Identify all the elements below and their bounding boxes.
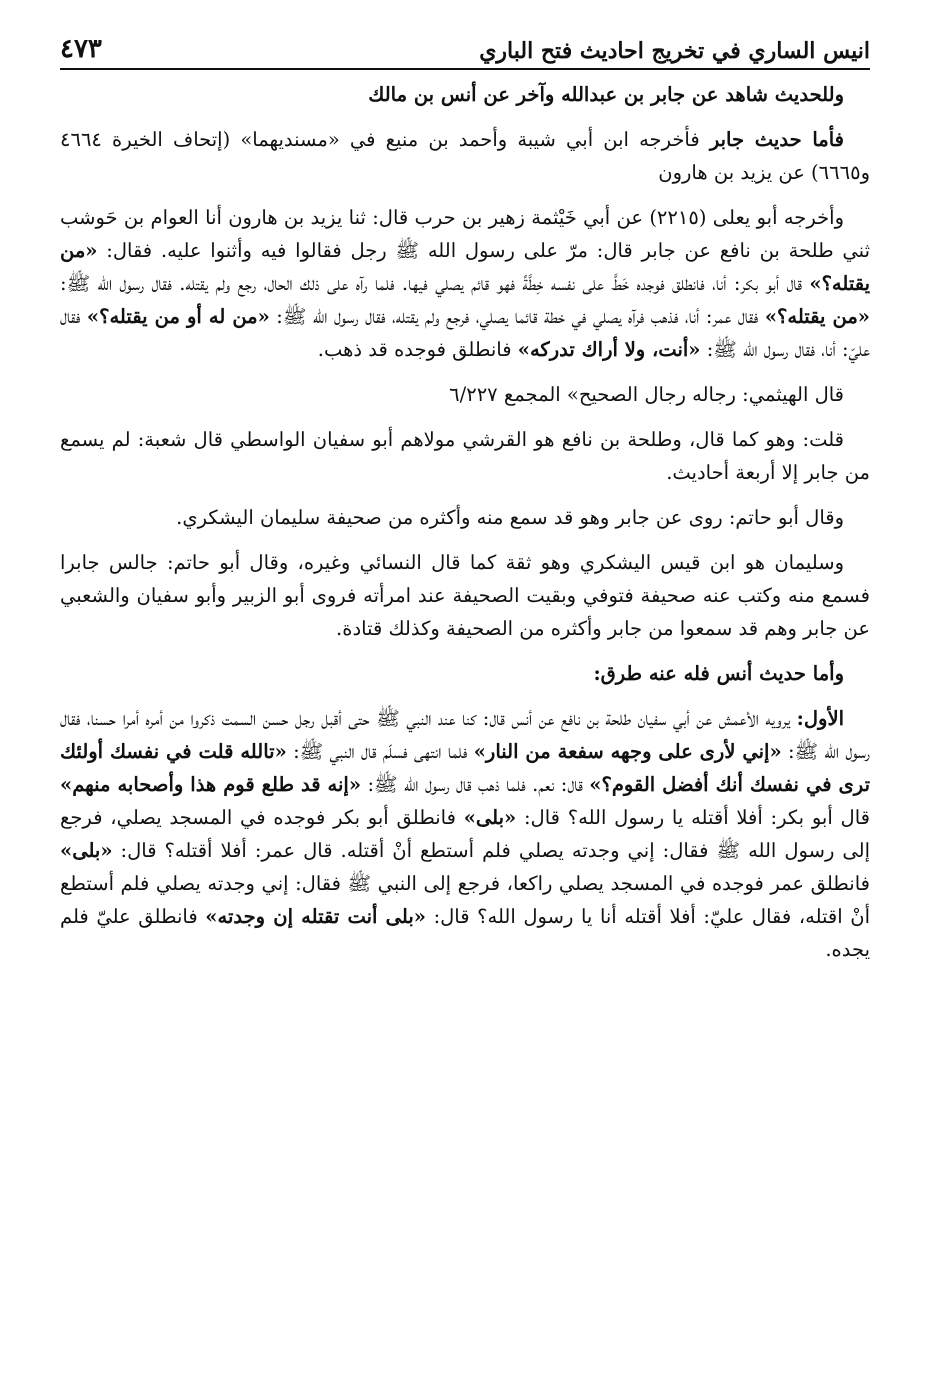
text-segment: فأخرجه ابن أبي شيبة وأحمد بن منيع في «مسنديهما» (إتحاف الخيرة ٤٦٦٤ و٦٦٦٥) عن يزيد بن هارون xyxy=(60,128,870,184)
text-segment: فانطلق فوجده قد ذهب. xyxy=(317,338,518,361)
bold-text-segment: «إنه قد طلع قوم هذا وأصحابه منهم» xyxy=(60,773,362,796)
text-segment: فلما انتهى فسلّم قال النبي ﷺ: xyxy=(286,740,474,763)
paragraph xyxy=(60,78,870,111)
text-segment: فانطلق عمر فوجده في المسجد يصلي راكعا، فرجع إلى النبي ﷺ فقال: إني وجدته يصلي فلم أستطع أنْ اقتله، فقال عليّ: أفلا أقتله أنا يا رسول الله؟ قال: xyxy=(60,872,870,928)
bold-text-segment: «من يقتله؟» xyxy=(764,305,870,328)
paragraph xyxy=(60,423,870,489)
paragraph xyxy=(60,201,870,366)
text-segment: قلت: وهو كما قال، وطلحة بن نافع هو القرشي مولاهم أبو سفيان الواسطي قال شعبة: لم يسمع من جابر إلا أربعة أحاديث. xyxy=(60,428,870,484)
text-segment: يرويه الأعمش عن أبي سفيان طلحة بن نافع عن أنس قال: كنا عند النبي ﷺ حتى أقبل رجل حسن السمت ذكروا من أمره أمرا حسنا، فقال رسول الله ﷺ: xyxy=(60,707,870,763)
bold-text-segment: «بلى أنت تقتله إن وجدته» xyxy=(205,905,426,928)
bold-text-segment: «تالله قلت في نفسك أولئك ترى في نفسك أنك أفضل القوم؟» xyxy=(60,740,870,796)
text-segment: وسليمان هو ابن قيس اليشكري وهو ثقة كما قال النسائي وغيره، وقال أبو حاتم: جالس جابرا فسمع منه وكتب عنه صحيفة فتوفي وبقيت الصحيفة عند امرأته فروى أبو الزبير وأبو سفيان والشعبي عن جابر وهم قد سمعوا من جابر وأكثره من الصحيفة وكذلك قتادة. xyxy=(60,551,870,640)
paragraph xyxy=(60,378,870,411)
text-segment: وأخرجه أبو يعلى (٢٢١٥) عن أبي خَيْثمة زهير بن حرب قال: ثنا يزيد بن هارون أنا العوام بن حَوشب ثني طلحة بن نافع عن جابر قال: مرّ على رسول الله ﷺ رجل فقالوا فيه وأثنوا عليه. فقال: xyxy=(60,206,870,262)
text-segment: قال: نعم. فلما ذهب قال رسول الله ﷺ: xyxy=(361,773,590,796)
bold-text-segment: وللحديث شاهد عن جابر بن عبدالله وآخر عن أنس بن مالك xyxy=(368,83,844,106)
bold-text-segment: فأما حديث جابر xyxy=(709,128,845,151)
bold-text-segment: «أنت، ولا أراك تدركه» xyxy=(517,338,701,361)
bold-text-segment: وأما حديث أنس فله عنه طرق: xyxy=(593,662,844,685)
paragraph xyxy=(60,702,870,966)
text-segment: وقال أبو حاتم: روى عن جابر وهو قد سمع منه وأكثره من صحيفة سليمان اليشكري. xyxy=(176,506,844,529)
book-page xyxy=(60,28,870,978)
paragraph xyxy=(60,123,870,189)
bold-text-segment: الأول: xyxy=(796,707,844,730)
paragraph xyxy=(60,657,870,690)
bold-text-segment: «بلى» xyxy=(463,806,517,829)
page-body xyxy=(60,78,870,966)
bold-text-segment: «إني لأرى على وجهه سفعة من النار» xyxy=(473,740,782,763)
page-header xyxy=(60,28,870,70)
text-segment: قال الهيثمي: رجاله رجال الصحيح» المجمع ٦/٢٢٧ xyxy=(449,383,844,406)
text-segment: فانطلق عليّ فلم يجده. xyxy=(60,905,870,961)
text-segment: قال أبو بكر: أنا، فانطلق فوجده خَطَّ على نفسه خِطَّةً فهو قائم يصلي فيها. فلما رآه على ذلك الحال، رجع ولم يقتله. فقال رسول الله ﷺ: xyxy=(60,272,810,295)
bold-text-segment: «بلى» xyxy=(60,839,113,862)
running-title: انيس الساري في تخريج احاديث فتح الباري xyxy=(479,38,870,64)
page-number: ٤٧٣ xyxy=(60,34,102,64)
bold-text-segment: «من يقتله؟» xyxy=(60,239,870,295)
text-segment: فانطلق أبو بكر فوجده في المسجد يصلي، فرجع إلى رسول الله ﷺ فقال: إني وجدته يصلي فلم أستطع أنْ أقتله. قال عمر: أفلا أقتله؟ قال: xyxy=(60,806,870,862)
paragraph xyxy=(60,546,870,645)
text-segment: قال أبو بكر: أفلا أقتله يا رسول الله؟ قال: xyxy=(516,806,870,829)
text-segment: فقال عليّ: أنا، فقال رسول الله ﷺ: xyxy=(60,305,870,361)
bold-text-segment: «من له أو من يقتله؟» xyxy=(86,305,270,328)
paragraph xyxy=(60,501,870,534)
text-segment: فقال عمر: أنا، فذهب فرآه يصلي في خطة قائما يصلي، فرجع ولم يقتله، فقال رسول الله ﷺ: xyxy=(269,305,765,328)
